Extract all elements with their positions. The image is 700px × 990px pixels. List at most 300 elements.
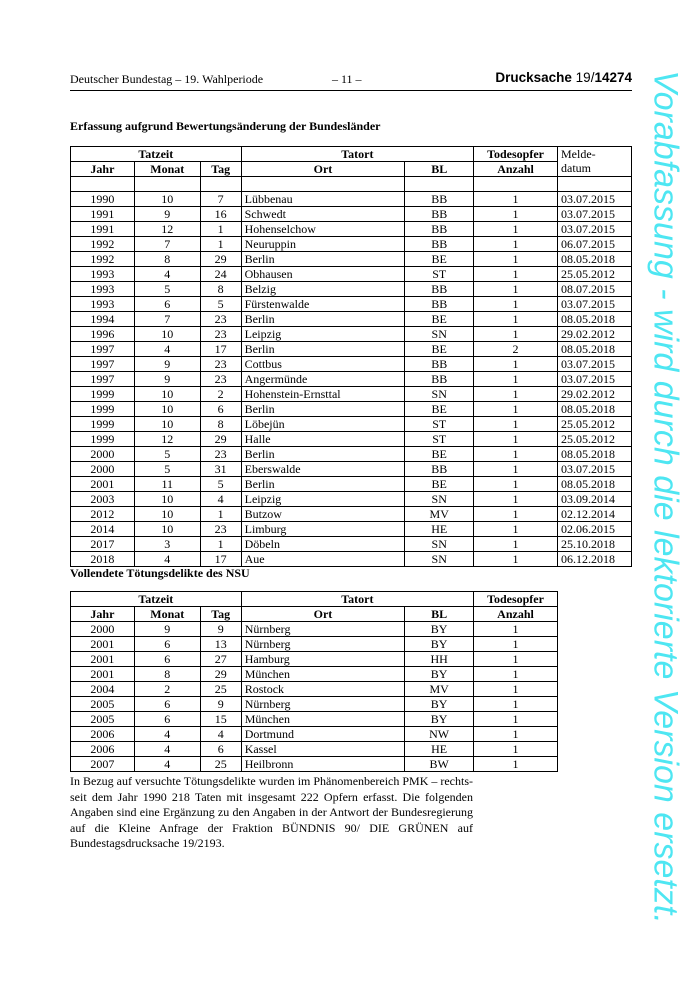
table-cell: 1997 [71,372,135,387]
table-cell: Neuruppin [241,237,405,252]
table-cell: 6 [134,297,200,312]
table-cell: 1 [474,237,558,252]
table-row [71,507,632,522]
table-cell: 1 [200,507,241,522]
table-row [71,652,558,667]
table-cell: 2007 [71,757,135,772]
table-cell: 2 [200,387,241,402]
table-cell: 6 [134,637,200,652]
table-row [71,552,632,567]
table-cell: 9 [134,622,200,637]
table-cell: 4 [200,727,241,742]
nsu-header-jahr: Jahr [71,607,135,622]
table-cell: 1993 [71,267,135,282]
table-row [71,282,632,297]
table-cell: 08.05.2018 [558,477,632,492]
body-paragraph: In Bezug auf versuchte Tötungsdelikte wurden im Phänomenbereich PMK – rechts- seit dem Jahr 1990 218 Taten mit insgesamt 222 Opfern erfasst. Die folgenden Angaben sind eine Ergänzung zu den Angaben in der Antwort der Bundesregierung auf die Kleine Anfrage der Fraktion BÜNDNIS 90/ DIE GRÜNEN auf Bundestagsdrucksache 19/2193. [70,774,474,850]
table-cell: 2000 [71,447,135,462]
table-row [71,372,632,387]
table-cell: 2006 [71,742,135,757]
nsu-header-ort: Ort [241,607,405,622]
header-melde-line2: datum [561,161,591,175]
table-cell: 10 [134,522,200,537]
table-cell: 2001 [71,652,135,667]
table-cell: 9 [134,207,200,222]
table-cell: 1 [474,297,558,312]
table-nsu [70,591,558,772]
table-cell: 6 [134,712,200,727]
table-cell: 06.12.2018 [558,552,632,567]
table-cell: 16 [200,207,241,222]
header-tatzeit: Tatzeit [71,147,242,162]
table-cell: 1999 [71,402,135,417]
document-number [495,70,632,85]
table-cell: SN [405,552,474,567]
table-cell: 23 [200,312,241,327]
table-cell: Halle [241,432,405,447]
table-cell: München [241,712,405,727]
table-cell: 12 [134,222,200,237]
table-cell: 25.05.2012 [558,267,632,282]
table-cell: 03.07.2015 [558,222,632,237]
table-cell: 2000 [71,622,135,637]
table-cell: 2017 [71,537,135,552]
table-cell: 10 [134,327,200,342]
table-cell: 1 [474,667,558,682]
header-melde-line1: Melde- [561,147,596,161]
table-cell: Leipzig [241,492,405,507]
header-jahr: Jahr [71,162,135,177]
table-cell: Aue [241,552,405,567]
watermark-text: Vorabfassung - wird durch die lektorierte Version ersetzt. [646,70,685,924]
table-cell: BB [405,222,474,237]
table-cell: 25 [200,682,241,697]
table-cell: 6 [200,402,241,417]
table-cell: Löbejün [241,417,405,432]
table-cell: 25 [200,757,241,772]
doc-number-bold: 14274 [594,70,632,85]
table-cell: 2001 [71,667,135,682]
table-cell: 03.07.2015 [558,372,632,387]
header-todesopfer: Todesopfer [474,147,558,162]
table-bewertung-body [71,192,632,567]
table-cell: 03.07.2015 [558,297,632,312]
table-cell: 27 [200,652,241,667]
table-cell: 02.06.2015 [558,522,632,537]
table-cell: BY [405,622,474,637]
table-cell: 1 [474,252,558,267]
table-cell: 1 [474,757,558,772]
table-cell: Berlin [241,402,405,417]
table-cell: 13 [200,637,241,652]
header-tatort: Tatort [241,147,473,162]
table-cell: 25.05.2012 [558,432,632,447]
table-cell: ST [405,267,474,282]
table-row [71,492,632,507]
page-header [70,72,632,90]
table-cell: MV [405,682,474,697]
table-cell: 1 [474,712,558,727]
table-cell: 1 [474,192,558,207]
table-cell: 1 [474,492,558,507]
table-cell: 1992 [71,252,135,267]
section-title-nsu: Vollendete Tötungsdelikte des NSU [70,566,250,580]
table-cell: HH [405,652,474,667]
table-cell: 11 [134,477,200,492]
table-cell: 1 [474,387,558,402]
table-cell: 1 [474,622,558,637]
table-cell: 08.05.2018 [558,342,632,357]
table-cell: 7 [134,237,200,252]
table-row [71,252,632,267]
header-rule [70,90,632,91]
table-cell: 2003 [71,492,135,507]
table-row [71,207,632,222]
table-cell: 17 [200,552,241,567]
table-cell: 08.05.2018 [558,312,632,327]
table-cell: 9 [200,697,241,712]
table-cell: HE [405,742,474,757]
page-number: – 11 – [332,72,362,86]
table-cell: Berlin [241,447,405,462]
table-cell: Döbeln [241,537,405,552]
table-row [71,757,558,772]
table-cell: 1997 [71,357,135,372]
table-cell: 2014 [71,522,135,537]
table-cell: 1 [474,357,558,372]
table-cell: 1996 [71,327,135,342]
table-cell: 23 [200,522,241,537]
table-cell: HE [405,522,474,537]
table-cell: BY [405,667,474,682]
table-cell: 29 [200,252,241,267]
table-cell: BY [405,697,474,712]
table-cell: ST [405,432,474,447]
table-cell: 3 [134,537,200,552]
table-cell: 6 [134,697,200,712]
table-cell: BE [405,312,474,327]
table-cell: 5 [200,477,241,492]
table-cell: Schwedt [241,207,405,222]
table-cell: 17 [200,342,241,357]
header-tag: Tag [200,162,241,177]
nsu-header-tatzeit: Tatzeit [71,592,242,607]
table-cell: 10 [134,417,200,432]
table-cell: 10 [134,402,200,417]
table-row [71,697,558,712]
section-title-bewertung: Erfassung aufgrund Bewertungsänderung der Bundesländer [70,119,381,133]
table-row [71,522,632,537]
header-bl: BL [405,162,474,177]
table-cell: Belzig [241,282,405,297]
table-row [71,477,632,492]
table-cell: 6 [134,652,200,667]
table-cell: 1 [474,372,558,387]
table-cell: 15 [200,712,241,727]
table-row [71,342,632,357]
table-cell: 06.07.2015 [558,237,632,252]
table-cell: 03.07.2015 [558,357,632,372]
table-cell: 10 [134,387,200,402]
table-cell: 1 [200,537,241,552]
table-row [71,237,632,252]
table-cell: Lübbenau [241,192,405,207]
table-cell: 2012 [71,507,135,522]
empty-row [71,177,632,192]
table-row [71,192,632,207]
table-cell: 1993 [71,282,135,297]
table-cell: 12 [134,432,200,447]
table-row [71,622,558,637]
table-cell: 1 [474,637,558,652]
table-row [71,267,632,282]
nsu-header-tatort: Tatort [241,592,473,607]
table-cell: BE [405,447,474,462]
table-cell: Cottbus [241,357,405,372]
table-cell: BY [405,712,474,727]
table-row [71,357,632,372]
table-row [71,297,632,312]
table-cell: 2005 [71,697,135,712]
parliament-label: Deutscher Bundestag – 19. Wahlperiode [70,72,264,86]
table-cell: 4 [134,342,200,357]
table-row [71,432,632,447]
table-cell: Butzow [241,507,405,522]
table-cell: Fürstenwalde [241,297,405,312]
table-cell: 2006 [71,727,135,742]
table-cell: 24 [200,267,241,282]
table-cell: 1 [474,417,558,432]
table-row [71,312,632,327]
table-cell: München [241,667,405,682]
table-cell: BE [405,342,474,357]
table-row [71,727,558,742]
table-cell: 7 [200,192,241,207]
draft-watermark [640,70,690,924]
table-cell: Hamburg [241,652,405,667]
table-cell: 1990 [71,192,135,207]
table-cell: 1 [474,222,558,237]
table-cell: 1991 [71,222,135,237]
table-cell: Angermünde [241,372,405,387]
header-anzahl: Anzahl [474,162,558,177]
table-cell: 1992 [71,237,135,252]
table-cell: 1 [200,222,241,237]
table-cell: 1 [474,727,558,742]
table-cell: 08.07.2015 [558,282,632,297]
table-row [71,637,558,652]
table-cell: 1 [474,312,558,327]
table-cell: BB [405,357,474,372]
table-cell: Dortmund [241,727,405,742]
table-cell: Heilbronn [241,757,405,772]
table-cell: 23 [200,447,241,462]
nsu-header-anzahl: Anzahl [474,607,558,622]
table-cell: BY [405,637,474,652]
table-cell: 1 [474,522,558,537]
table-cell: 08.05.2018 [558,252,632,267]
table-cell: Leipzig [241,327,405,342]
table-cell: 2 [474,342,558,357]
table-cell: 4 [134,727,200,742]
table-cell: 23 [200,327,241,342]
table-cell: 2005 [71,712,135,727]
table-cell: 8 [134,252,200,267]
table-cell: 08.05.2018 [558,447,632,462]
table-cell: 1 [474,462,558,477]
table-cell: Hohenstein-Ernsttal [241,387,405,402]
table-cell: 31 [200,462,241,477]
table-cell: 25.05.2012 [558,417,632,432]
table-row [71,447,632,462]
table-cell: 1994 [71,312,135,327]
table-cell: 2001 [71,477,135,492]
table-cell: Obhausen [241,267,405,282]
table-cell: SN [405,387,474,402]
table-cell: 03.09.2014 [558,492,632,507]
table-cell: 1993 [71,297,135,312]
table-cell: Eberswalde [241,462,405,477]
table-cell: 7 [134,312,200,327]
table-row [71,537,632,552]
table-cell: 1999 [71,417,135,432]
table-cell: 1 [474,447,558,462]
table-cell: BB [405,372,474,387]
table-cell: 5 [134,447,200,462]
table-cell: BB [405,207,474,222]
doc-number-light: 19/ [575,70,595,85]
table-cell: Kassel [241,742,405,757]
table-cell: Nürnberg [241,622,405,637]
table-cell: 1997 [71,342,135,357]
table-cell: 29 [200,667,241,682]
table-bewertungsaenderung [70,146,632,567]
table-cell: 08.05.2018 [558,402,632,417]
table-cell: 9 [134,357,200,372]
table-cell: 6 [200,742,241,757]
table-row [71,712,558,727]
table-cell: 9 [200,622,241,637]
table-cell: BB [405,282,474,297]
table-cell: 2000 [71,462,135,477]
table-cell: 1 [474,537,558,552]
table-cell: 29 [200,432,241,447]
table-row [71,682,558,697]
table-cell: BB [405,462,474,477]
table-cell: 1 [474,552,558,567]
table-cell: Berlin [241,477,405,492]
table-cell: 03.07.2015 [558,207,632,222]
nsu-header-todesopfer: Todesopfer [474,592,558,607]
table-cell: 2001 [71,637,135,652]
table-cell: NW [405,727,474,742]
table-cell: BB [405,237,474,252]
table-cell: 5 [200,297,241,312]
table-cell: 23 [200,372,241,387]
table-cell: Berlin [241,252,405,267]
table-cell: BE [405,477,474,492]
table-cell: BE [405,402,474,417]
table-cell: 2018 [71,552,135,567]
table-row [71,417,632,432]
table-row [71,402,632,417]
table-row [71,387,632,402]
table-cell: 8 [200,282,241,297]
table-cell: 1 [474,652,558,667]
table-cell: 23 [200,357,241,372]
nsu-header-monat: Monat [134,607,200,622]
table-cell: SN [405,327,474,342]
header-monat: Monat [134,162,200,177]
table-row [71,742,558,757]
table-nsu-body [71,622,558,772]
table-cell: 1 [474,207,558,222]
nsu-header-bl: BL [405,607,474,622]
table-cell: Hohenselchow [241,222,405,237]
table-cell: 9 [134,372,200,387]
table-cell: 29.02.2012 [558,327,632,342]
table-cell: 4 [134,267,200,282]
table-cell: 8 [134,667,200,682]
table-cell: MV [405,507,474,522]
table-cell: ST [405,417,474,432]
table-row [71,222,632,237]
table-cell: 1 [474,477,558,492]
table-cell: 4 [134,757,200,772]
table-cell: Limburg [241,522,405,537]
table-cell: 10 [134,492,200,507]
table-cell: Nürnberg [241,697,405,712]
table-cell: 1 [474,267,558,282]
table-cell: BW [405,757,474,772]
table-cell: 1 [474,742,558,757]
table-cell: 1999 [71,387,135,402]
table-cell: 1991 [71,207,135,222]
table-cell: 1 [474,682,558,697]
table-cell: Berlin [241,342,405,357]
table-cell: 1999 [71,432,135,447]
header-ort: Ort [241,162,405,177]
table-row [71,667,558,682]
table-cell: 5 [134,462,200,477]
table-cell: 02.12.2014 [558,507,632,522]
table-cell: SN [405,537,474,552]
table-cell: BB [405,297,474,312]
doc-prefix: Drucksache [495,70,572,85]
table-cell: Nürnberg [241,637,405,652]
table-cell: Berlin [241,312,405,327]
table-cell: 1 [474,282,558,297]
table-cell: 8 [200,417,241,432]
table-cell: 2 [134,682,200,697]
table-row [71,327,632,342]
table-cell: 1 [474,697,558,712]
table-cell: BE [405,252,474,267]
table-cell: 25.10.2018 [558,537,632,552]
table-cell: 03.07.2015 [558,462,632,477]
table-cell: 1 [474,432,558,447]
table-cell: SN [405,492,474,507]
table-cell: 1 [474,402,558,417]
table-cell: 1 [474,507,558,522]
table-cell: 10 [134,507,200,522]
nsu-header-tag: Tag [200,607,241,622]
table-cell: 1 [200,237,241,252]
table-cell: Rostock [241,682,405,697]
table-cell: 2004 [71,682,135,697]
table-cell: BB [405,192,474,207]
table-cell: 5 [134,282,200,297]
